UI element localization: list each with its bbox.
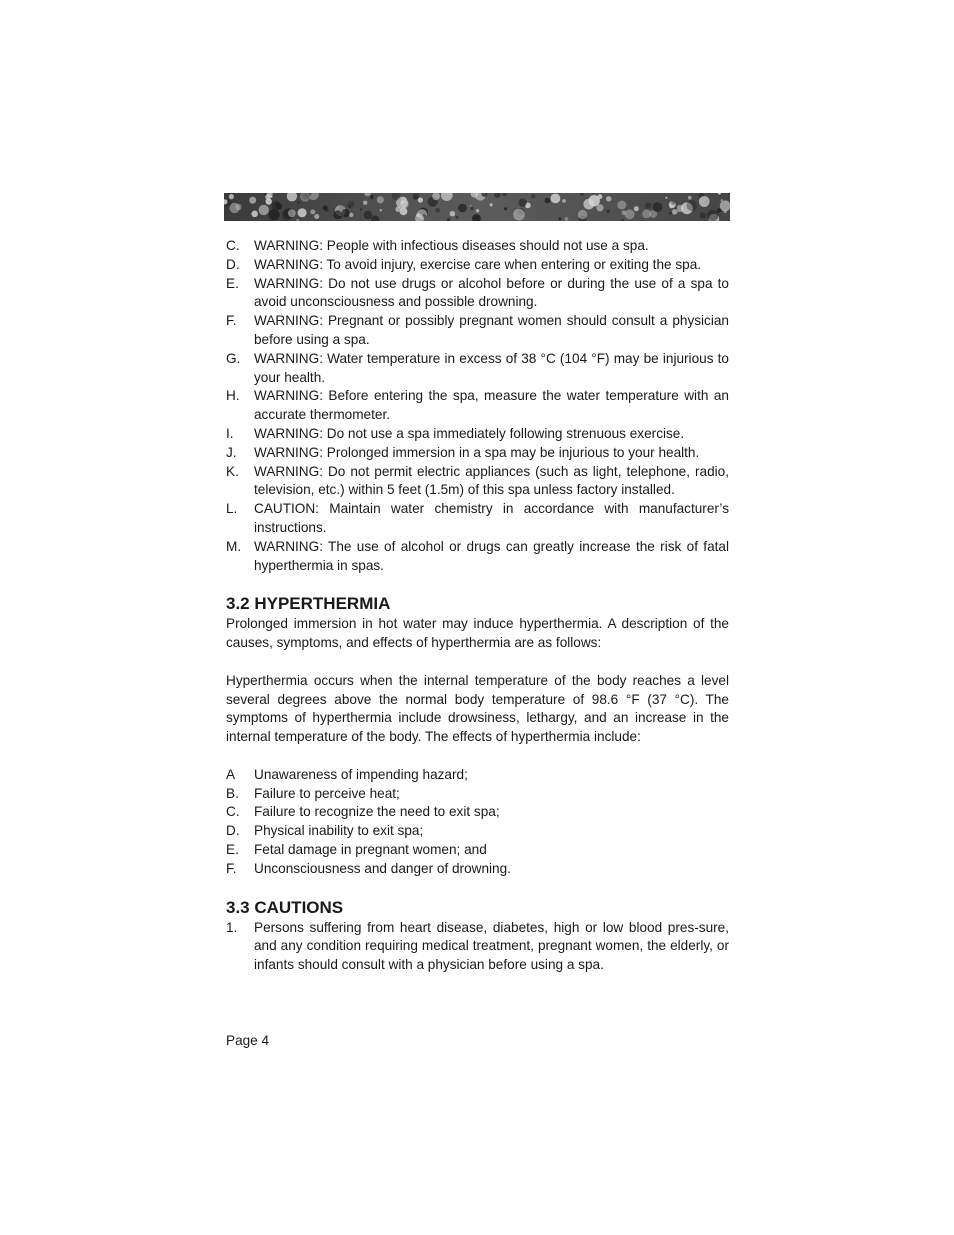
list-item: 1. Persons suffering from heart disease, diabetes, high or low blood pres-sure, and any condition requiring medical treatment, pregnant women, the elderly, or infants should consult with a physician before using a spa. (226, 919, 729, 973)
list-item: G. WARNING: Water temperature in excess of 38 °C (104 °F) may be injurious to your health. (226, 350, 729, 385)
hyperthermia-body: Hyperthermia occurs when the internal temperature of the body reaches a level several degrees above the normal body temperature of 98.6 °F (37 °C). The symptoms of hyperthermia include drowsiness, lethargy, and an increase in the internal temperature of the body. The effects of hyperthermia include: (226, 672, 729, 745)
page-content (226, 237, 729, 975)
list-item: E. Fetal damage in pregnant women; and (226, 841, 487, 857)
list-item: H. WARNING: Before entering the spa, measure the water temperature with an accurate thermometer. (226, 388, 729, 423)
water-droplets-image (224, 193, 730, 221)
list-item: J. WARNING: Prolonged immersion in a spa may be injurious to your health. (226, 444, 700, 460)
list-item: C. Failure to recognize the need to exit spa; (226, 804, 500, 820)
list-item: A Unawareness of impending hazard; (226, 766, 468, 782)
section-heading-cautions: 3.3 CAUTIONS (226, 897, 344, 917)
page-number: Page 4 (226, 1033, 270, 1048)
list-item: D. WARNING: To avoid injury, exercise care when entering or exiting the spa. (226, 256, 702, 272)
cautions-list (226, 919, 729, 975)
list-item: C. WARNING: People with infectious diseases should not use a spa. (226, 238, 649, 253)
water-droplets-banner (224, 193, 730, 221)
list-item: E. WARNING: Do not use drugs or alcohol before or during the use of a spa to avoid unconsciousness and possible drowning. (226, 275, 729, 310)
list-item: F. Unconsciousness and danger of drowning. (226, 860, 511, 876)
list-item: I. WARNING: Do not use a spa immediately following strenuous exercise. (226, 425, 685, 441)
section-heading-hyperthermia: 3.2 HYPERTHERMIA (226, 594, 391, 614)
list-item: M. WARNING: The use of alcohol or drugs can greatly increase the risk of fatal hyperthermia in spas. (226, 538, 729, 573)
list-item: D. Physical inability to exit spa; (226, 823, 424, 839)
list-item: K. WARNING: Do not permit electric appliances (such as light, telephone, radio, television, etc.) within 5 feet (1.5m) of this spa unless factory installed. (226, 463, 729, 498)
list-item: F. WARNING: Pregnant or possibly pregnant women should consult a physician before using a spa. (226, 313, 729, 347)
warnings-list (226, 237, 729, 575)
list-item: L. CAUTION: Maintain water chemistry in accordance with manufacturer’s instructions. (226, 501, 729, 535)
hyperthermia-intro: Prolonged immersion in hot water may induce hyperthermia. A description of the causes, symptoms, and effects of hyperthermia are as follows: (226, 616, 729, 651)
list-item: B. Failure to perceive heat; (226, 785, 400, 801)
effects-list (226, 766, 729, 879)
